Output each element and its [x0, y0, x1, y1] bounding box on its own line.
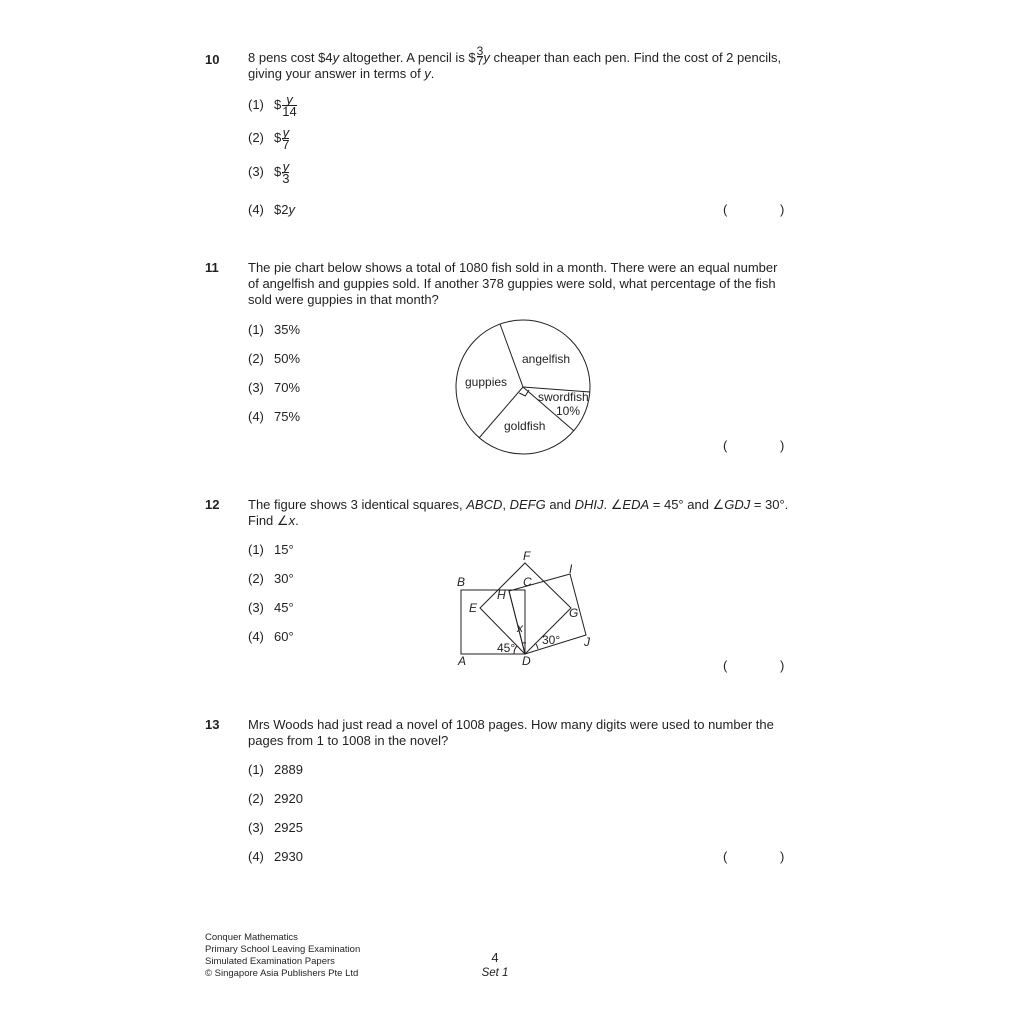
- question-number: 10: [205, 52, 220, 67]
- answer-option[interactable]: (1) $ $\frac{y}{14}$: [248, 92, 297, 119]
- answer-option[interactable]: (2) 30°: [248, 571, 294, 586]
- set-label: Set 1: [481, 967, 509, 979]
- answer-option[interactable]: (2) $ $\frac{y}{7}$: [248, 125, 290, 152]
- pie-chart: [450, 315, 600, 460]
- answer-bracket-open[interactable]: (: [723, 202, 728, 217]
- answer-option[interactable]: (4) 60°: [248, 629, 294, 644]
- answer-option[interactable]: (2) 2920: [248, 791, 303, 806]
- answer-option[interactable]: (2) 50%: [248, 351, 301, 366]
- answer-bracket-close[interactable]: ): [780, 438, 785, 453]
- answer-option[interactable]: (4) $2y: [248, 202, 295, 217]
- label-d: D: [522, 654, 531, 668]
- question-text: The figure shows 3 identical squares, ABCD, DEFG and DHIJ. ∠EDA = 45° and ∠GDJ = 30°. Find ∠x.: [248, 497, 789, 528]
- label-j: J: [584, 635, 590, 649]
- label-i: I: [569, 562, 573, 576]
- page-number: 4: [491, 950, 499, 965]
- answer-bracket-close[interactable]: ): [780, 202, 785, 217]
- answer-option[interactable]: (1) 35%: [248, 322, 301, 337]
- question-text: The pie chart below shows a total of 1080 fish sold in a month. There were an equal number of angelfish and guppies sold. If another 378 guppies were sold, what percentage of the fish sold were guppies in that month?: [248, 260, 778, 307]
- answer-option[interactable]: (4) 75%: [248, 409, 301, 424]
- label-e: E: [469, 601, 478, 615]
- question-number: 11: [205, 260, 219, 275]
- pie-label-swordfish: swordfish: [538, 390, 589, 404]
- question-number: 13: [205, 717, 220, 732]
- label-angle-30: 30°: [542, 633, 561, 647]
- answer-option[interactable]: (4) 2930: [248, 849, 303, 864]
- answer-option[interactable]: (3) 45°: [248, 600, 294, 615]
- pie-label-goldfish: goldfish: [504, 419, 546, 433]
- pie-label-angelfish: angelfish: [522, 352, 571, 366]
- answer-option[interactable]: (1) 15°: [248, 542, 294, 557]
- question-text: Mrs Woods had just read a novel of 1008 pages. How many digits were used to number the pages from 1 to 1008 in the novel?: [248, 717, 774, 748]
- answer-option[interactable]: (3) 2925: [248, 820, 303, 835]
- answer-bracket-close[interactable]: ): [780, 658, 785, 673]
- label-angle-45: 45°: [497, 641, 516, 655]
- question-number: 12: [205, 497, 220, 512]
- question-text: 8 pens cost $4 y altogether. A pencil is $ $\frac{3}{7}$ y cheaper than each pen. Find the cost of 2 pencils, giving your answer in terms of y.: [248, 44, 782, 81]
- answer-option[interactable]: (3) $ $\frac{y}{3}$: [248, 159, 290, 186]
- answer-bracket-close[interactable]: ): [780, 849, 785, 864]
- label-c: C: [523, 575, 532, 589]
- label-a: A: [458, 654, 467, 668]
- pie-label-swordfish-percent: 10%: [556, 404, 581, 418]
- pie-label-guppies: guppies: [465, 375, 508, 389]
- answer-bracket-open[interactable]: (: [723, 658, 728, 673]
- answer-bracket-open[interactable]: (: [723, 438, 728, 453]
- label-h: H: [497, 588, 506, 602]
- footer-publisher-info: Conquer Mathematics Primary School Leaving Examination Simulated Examination Papers © Singapore Asia Publishers Pte Ltd: [205, 932, 361, 979]
- label-g: G: [569, 606, 579, 620]
- answer-option[interactable]: (1) 2889: [248, 762, 303, 777]
- fraction: $\frac{3}{7}$: [476, 44, 484, 68]
- label-b: B: [457, 575, 466, 589]
- angle-arc-30: [536, 644, 538, 649]
- squares-figure: [450, 545, 610, 670]
- answer-bracket-open[interactable]: (: [723, 849, 728, 864]
- answer-option[interactable]: (3) 70%: [248, 380, 301, 395]
- label-f: F: [523, 549, 531, 563]
- label-x: x: [517, 621, 523, 635]
